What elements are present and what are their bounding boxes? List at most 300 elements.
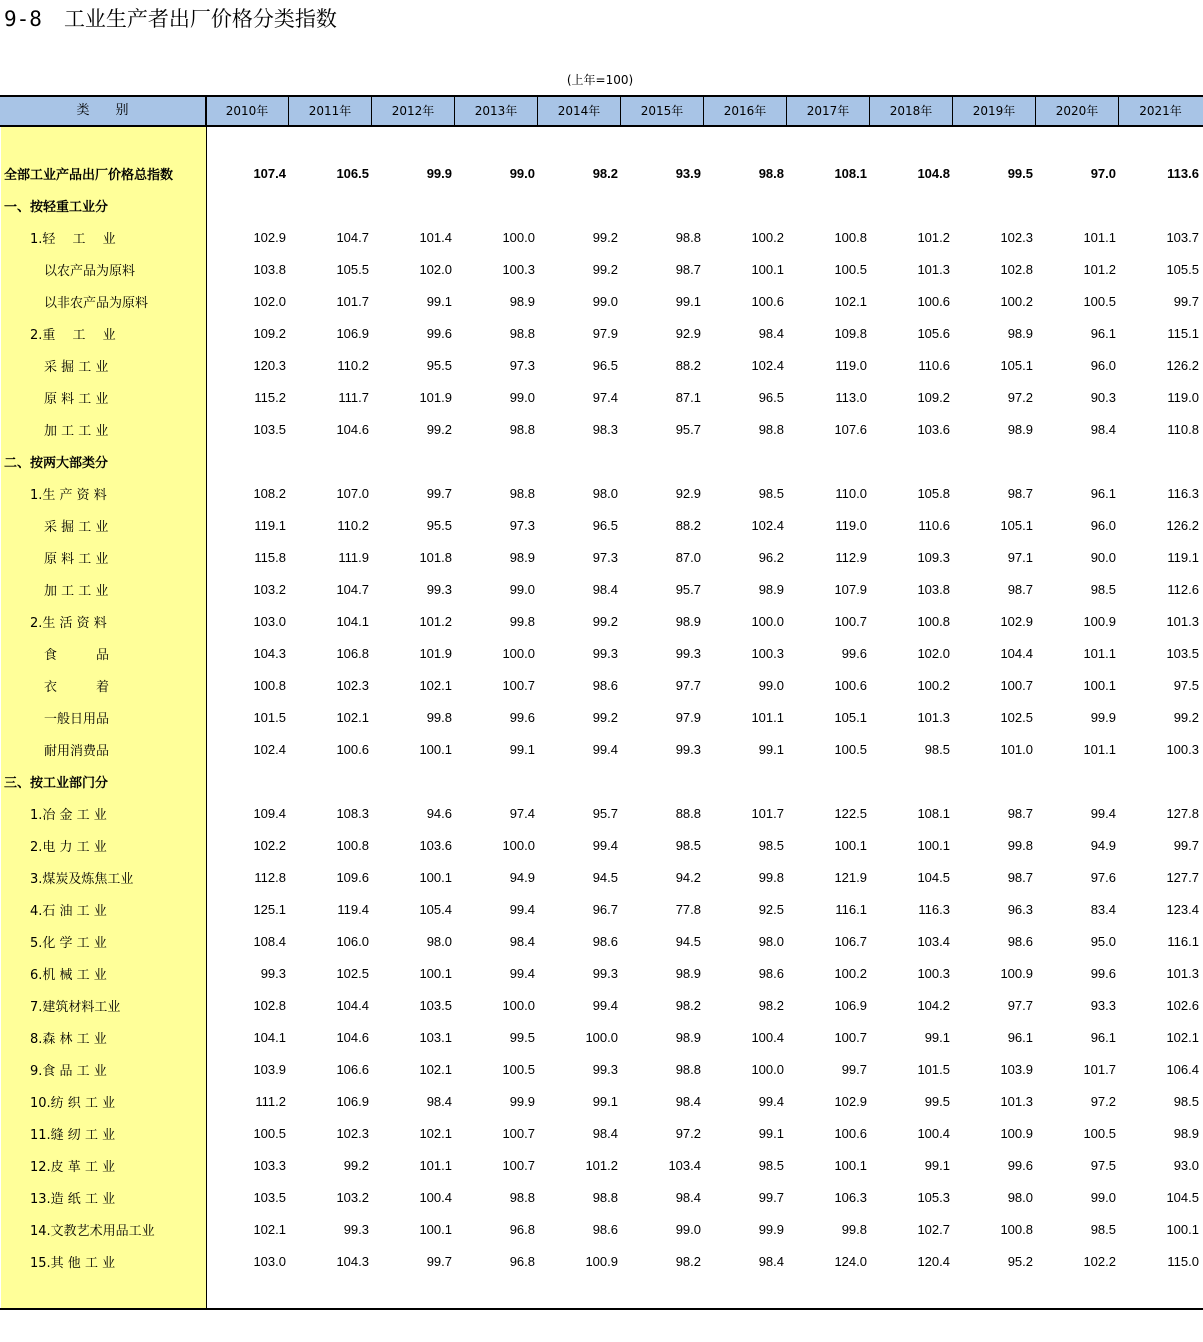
value-cell: 119.4: [337, 901, 369, 917]
value-cell: 124.0: [834, 1253, 867, 1269]
value-cell: 100.9: [585, 1253, 618, 1269]
value-cell: 100.1: [419, 965, 452, 981]
value-cell: 99.1: [675, 293, 701, 309]
value-cell: 110.2: [337, 357, 369, 373]
table-row: [0, 733, 1203, 765]
value-cell: 100.2: [751, 229, 784, 245]
value-cell: 101.3: [917, 261, 950, 277]
value-cell: 101.2: [419, 613, 452, 629]
value-cell: 126.2: [1166, 517, 1199, 533]
value-cell: 100.1: [834, 837, 867, 853]
value-cell: 109.3: [917, 549, 950, 565]
value-cell: 99.5: [1007, 165, 1033, 181]
value-cell: 103.5: [253, 1189, 286, 1205]
value-cell: 99.9: [758, 1221, 784, 1237]
value-cell: 101.3: [917, 709, 950, 725]
value-cell: 99.5: [509, 1029, 535, 1045]
value-cell: 98.8: [758, 421, 784, 437]
value-cell: 102.2: [1083, 1253, 1116, 1269]
table-row: [0, 605, 1203, 637]
value-cell: 99.2: [1173, 709, 1199, 725]
year-header: 2019年: [953, 97, 1036, 125]
value-cell: 99.8: [1007, 837, 1033, 853]
value-cell: 102.1: [419, 677, 452, 693]
value-cell: 101.3: [1000, 1093, 1033, 1109]
row-label: 1.生 产 资 料: [30, 487, 107, 503]
value-cell: 100.7: [502, 1157, 535, 1173]
year-header: 2018年: [870, 97, 953, 125]
value-cell: 102.3: [336, 677, 369, 693]
value-cell: 98.9: [675, 1029, 701, 1045]
value-cell: 127.7: [1166, 869, 1199, 885]
value-cell: 98.8: [675, 229, 701, 245]
table-header-rule: [0, 125, 1203, 127]
value-cell: 96.8: [509, 1253, 535, 1269]
value-cell: 99.9: [1090, 709, 1116, 725]
table-row: [0, 221, 1203, 253]
table-row: [0, 509, 1203, 541]
value-cell: 100.1: [1166, 1221, 1199, 1237]
value-cell: 98.8: [758, 165, 784, 181]
value-cell: 99.3: [675, 741, 701, 757]
value-cell: 101.3: [1166, 613, 1199, 629]
table-body: [0, 157, 1203, 1277]
value-cell: 96.0: [1090, 517, 1116, 533]
value-cell: 97.2: [1090, 1093, 1116, 1109]
value-cell: 102.0: [253, 293, 286, 309]
value-cell: 103.6: [917, 421, 950, 437]
table-row: [0, 1085, 1203, 1117]
value-cell: 102.2: [253, 837, 286, 853]
value-cell: 100.2: [834, 965, 867, 981]
value-cell: 95.7: [675, 421, 701, 437]
value-cell: 94.5: [675, 933, 701, 949]
value-cell: 116.1: [1167, 933, 1199, 949]
value-cell: 102.9: [1000, 613, 1033, 629]
value-cell: 109.2: [917, 389, 950, 405]
table-header: [0, 97, 1203, 125]
value-cell: 100.0: [502, 645, 535, 661]
value-cell: 101.1: [1083, 229, 1116, 245]
value-cell: 100.1: [834, 1157, 867, 1173]
value-cell: 105.1: [1000, 517, 1033, 533]
value-cell: 103.4: [668, 1157, 701, 1173]
value-cell: 100.7: [834, 1029, 867, 1045]
value-cell: 106.3: [834, 1189, 867, 1205]
value-cell: 101.7: [336, 293, 369, 309]
value-cell: 99.0: [675, 1221, 701, 1237]
value-cell: 99.3: [260, 965, 286, 981]
value-cell: 115.1: [1167, 325, 1199, 341]
year-header: 2021年: [1139, 104, 1182, 118]
value-cell: 97.5: [1173, 677, 1199, 693]
year-header: 2016年: [704, 97, 787, 125]
value-cell: 106.9: [336, 1093, 369, 1109]
value-cell: 103.1: [419, 1029, 452, 1045]
value-cell: 100.6: [834, 1125, 867, 1141]
row-label: 1.轻 工 业: [30, 231, 116, 247]
value-cell: 106.9: [834, 997, 867, 1013]
value-cell: 110.6: [918, 357, 950, 373]
value-cell: 110.8: [1167, 421, 1199, 437]
value-cell: 116.3: [918, 901, 950, 917]
table-row: [0, 381, 1203, 413]
table-row: [0, 477, 1203, 509]
value-cell: 99.2: [343, 1157, 369, 1173]
row-label: 12.皮 革 工 业: [30, 1159, 116, 1175]
value-cell: 107.9: [834, 581, 867, 597]
value-cell: 120.4: [917, 1253, 950, 1269]
value-cell: 99.1: [509, 741, 535, 757]
value-cell: 99.0: [1090, 1189, 1116, 1205]
value-cell: 96.5: [758, 389, 784, 405]
value-cell: 104.1: [253, 1029, 286, 1045]
value-cell: 101.7: [751, 805, 784, 821]
row-label: 加 工 工 业: [44, 423, 109, 439]
value-cell: 101.2: [917, 229, 950, 245]
value-cell: 103.5: [253, 421, 286, 437]
value-cell: 95.5: [426, 357, 452, 373]
value-cell: 88.2: [675, 517, 701, 533]
value-cell: 92.9: [675, 325, 701, 341]
value-cell: 95.2: [1007, 1253, 1033, 1269]
value-cell: 99.0: [509, 389, 535, 405]
value-cell: 104.7: [336, 581, 369, 597]
value-cell: 100.0: [751, 613, 784, 629]
row-label: 采 掘 工 业: [44, 519, 109, 535]
value-cell: 93.9: [675, 165, 701, 181]
value-cell: 99.3: [426, 581, 452, 597]
value-cell: 109.6: [336, 869, 369, 885]
table-row: [0, 989, 1203, 1021]
value-cell: 99.0: [758, 677, 784, 693]
value-cell: 102.9: [834, 1093, 867, 1109]
value-cell: 101.1: [1083, 645, 1116, 661]
value-cell: 101.3: [1166, 965, 1199, 981]
value-cell: 100.5: [834, 261, 867, 277]
row-label: 4.石 油 工 业: [30, 903, 107, 919]
value-cell: 103.2: [253, 581, 286, 597]
value-cell: 97.0: [1090, 165, 1116, 181]
value-cell: 100.6: [834, 677, 867, 693]
table-row: [0, 925, 1203, 957]
value-cell: 103.3: [253, 1157, 286, 1173]
year-header: 2015年: [621, 97, 704, 125]
value-cell: 94.9: [1090, 837, 1116, 853]
value-cell: 100.5: [502, 1061, 535, 1077]
value-cell: 115.8: [254, 549, 286, 565]
value-cell: 101.4: [419, 229, 452, 245]
value-cell: 102.0: [917, 645, 950, 661]
table-row: [0, 957, 1203, 989]
value-cell: 99.8: [426, 709, 452, 725]
value-cell: 103.2: [336, 1189, 369, 1205]
value-cell: 100.1: [419, 869, 452, 885]
value-cell: 99.6: [509, 709, 535, 725]
value-cell: 109.8: [834, 325, 867, 341]
value-cell: 99.6: [1007, 1157, 1033, 1173]
value-cell: 98.9: [1007, 421, 1033, 437]
value-cell: 100.0: [502, 229, 535, 245]
value-cell: 98.8: [592, 1189, 618, 1205]
value-cell: 98.4: [1090, 421, 1116, 437]
value-cell: 99.7: [841, 1061, 867, 1077]
unit-note: (上年=100): [566, 73, 634, 87]
value-cell: 99.7: [1173, 837, 1199, 853]
value-cell: 100.0: [751, 1061, 784, 1077]
row-label: 以非农产品为原料: [44, 295, 149, 311]
value-cell: 93.0: [1173, 1157, 1199, 1173]
value-cell: 102.9: [253, 229, 286, 245]
value-cell: 97.6: [1090, 869, 1116, 885]
value-cell: 102.1: [419, 1061, 452, 1077]
section-row: [0, 765, 1203, 797]
value-cell: 100.1: [419, 1221, 452, 1237]
value-cell: 102.7: [917, 1221, 950, 1237]
value-cell: 103.0: [253, 613, 286, 629]
value-cell: 100.1: [917, 837, 950, 853]
row-label: 食 品: [44, 647, 110, 663]
value-cell: 109.2: [253, 325, 286, 341]
value-cell: 104.3: [253, 645, 286, 661]
value-cell: 98.8: [675, 1061, 701, 1077]
value-cell: 100.6: [751, 293, 784, 309]
value-cell: 95.7: [592, 805, 618, 821]
value-cell: 105.1: [834, 709, 867, 725]
value-cell: 88.2: [675, 357, 701, 373]
value-cell: 101.9: [419, 645, 452, 661]
row-label: 9.食 品 工 业: [30, 1063, 107, 1079]
value-cell: 98.9: [675, 613, 701, 629]
value-cell: 98.5: [924, 741, 950, 757]
row-label: 5.化 学 工 业: [30, 935, 107, 951]
value-cell: 103.4: [917, 933, 950, 949]
value-cell: 98.2: [675, 1253, 701, 1269]
value-cell: 77.8: [675, 901, 701, 917]
row-label: 原 料 工 业: [44, 391, 109, 407]
value-cell: 102.8: [253, 997, 286, 1013]
value-cell: 98.9: [509, 549, 535, 565]
table-row: [0, 701, 1203, 733]
value-cell: 111.9: [338, 549, 369, 565]
value-cell: 98.6: [592, 933, 618, 949]
value-cell: 99.6: [1090, 965, 1116, 981]
value-cell: 106.8: [336, 645, 369, 661]
value-cell: 98.4: [675, 1189, 701, 1205]
row-label: 采 掘 工 业: [44, 359, 109, 375]
value-cell: 101.1: [419, 1157, 452, 1173]
table-row: [0, 1181, 1203, 1213]
value-cell: 96.2: [758, 549, 784, 565]
value-cell: 97.3: [592, 549, 618, 565]
value-cell: 98.9: [675, 965, 701, 981]
year-header: 2012年: [372, 97, 455, 125]
table-row: [0, 1213, 1203, 1245]
value-cell: 96.3: [1007, 901, 1033, 917]
value-cell: 108.1: [917, 805, 950, 821]
value-cell: 100.5: [1083, 293, 1116, 309]
value-cell: 103.5: [1166, 645, 1199, 661]
value-cell: 99.4: [758, 1093, 784, 1109]
value-cell: 98.9: [509, 293, 535, 309]
value-cell: 110.2: [337, 517, 369, 533]
row-label: 原 料 工 业: [44, 551, 109, 567]
value-cell: 94.6: [426, 805, 452, 821]
table-row: [0, 1245, 1203, 1277]
value-cell: 119.1: [254, 517, 286, 533]
value-cell: 100.7: [502, 677, 535, 693]
value-cell: 99.8: [758, 869, 784, 885]
value-cell: 102.4: [751, 357, 784, 373]
value-cell: 104.3: [336, 1253, 369, 1269]
value-cell: 100.2: [917, 677, 950, 693]
value-cell: 101.5: [917, 1061, 950, 1077]
value-cell: 94.2: [675, 869, 701, 885]
value-cell: 105.3: [917, 1189, 950, 1205]
row-label: 以农产品为原料: [44, 263, 136, 279]
value-cell: 99.5: [924, 1093, 950, 1109]
value-cell: 100.8: [336, 837, 369, 853]
value-cell: 98.4: [675, 1093, 701, 1109]
value-cell: 96.1: [1007, 1029, 1033, 1045]
value-cell: 99.3: [592, 645, 618, 661]
value-cell: 98.0: [1007, 1189, 1033, 1205]
value-cell: 104.2: [917, 997, 950, 1013]
value-cell: 99.6: [841, 645, 867, 661]
value-cell: 98.0: [592, 485, 618, 501]
value-cell: 100.0: [502, 837, 535, 853]
value-cell: 102.5: [336, 965, 369, 981]
value-cell: 97.9: [592, 325, 618, 341]
value-cell: 98.6: [758, 965, 784, 981]
value-cell: 100.9: [1000, 1125, 1033, 1141]
value-cell: 83.4: [1090, 901, 1116, 917]
value-cell: 101.1: [751, 709, 784, 725]
value-cell: 98.4: [426, 1093, 452, 1109]
row-label: 衣 着: [44, 679, 110, 695]
table-row: [0, 317, 1203, 349]
value-cell: 98.8: [509, 485, 535, 501]
value-cell: 99.6: [426, 325, 452, 341]
value-cell: 106.6: [336, 1061, 369, 1077]
value-cell: 98.4: [509, 933, 535, 949]
value-cell: 93.3: [1090, 997, 1116, 1013]
value-cell: 99.7: [758, 1189, 784, 1205]
table-bottom-rule: [0, 1308, 1203, 1310]
value-cell: 99.4: [592, 741, 618, 757]
value-cell: 100.9: [1083, 613, 1116, 629]
value-cell: 99.4: [509, 901, 535, 917]
value-cell: 100.0: [502, 997, 535, 1013]
value-cell: 97.2: [1007, 389, 1033, 405]
value-cell: 100.3: [502, 261, 535, 277]
value-cell: 100.8: [834, 229, 867, 245]
value-cell: 102.8: [1000, 261, 1033, 277]
table-row: [0, 1149, 1203, 1181]
value-cell: 99.0: [509, 581, 535, 597]
value-cell: 101.2: [1083, 261, 1116, 277]
row-label: 8.森 林 工 业: [30, 1031, 107, 1047]
row-label: 三、按工业部门分: [4, 775, 109, 791]
value-cell: 98.7: [1007, 805, 1033, 821]
value-cell: 100.5: [253, 1125, 286, 1141]
row-label: 2.生 活 资 料: [30, 615, 107, 631]
table-row: [0, 797, 1203, 829]
value-cell: 108.2: [253, 485, 286, 501]
value-cell: 102.1: [253, 1221, 286, 1237]
table-row: [0, 637, 1203, 669]
value-cell: 96.1: [1090, 485, 1116, 501]
value-cell: 98.2: [758, 997, 784, 1013]
row-label: 2.重 工 业: [30, 327, 116, 343]
value-cell: 103.9: [1000, 1061, 1033, 1077]
value-cell: 119.0: [835, 517, 867, 533]
value-cell: 100.3: [917, 965, 950, 981]
value-cell: 100.1: [419, 741, 452, 757]
value-cell: 94.9: [509, 869, 535, 885]
value-cell: 102.0: [419, 261, 452, 277]
table-row: [0, 893, 1203, 925]
value-cell: 99.1: [924, 1157, 950, 1173]
value-cell: 112.9: [835, 549, 867, 565]
value-cell: 102.3: [1000, 229, 1033, 245]
value-cell: 98.4: [592, 581, 618, 597]
value-cell: 127.8: [1166, 805, 1199, 821]
value-cell: 100.4: [751, 1029, 784, 1045]
row-label: 一、按轻重工业分: [4, 199, 109, 215]
value-cell: 97.3: [509, 517, 535, 533]
value-cell: 98.2: [675, 997, 701, 1013]
value-cell: 102.4: [751, 517, 784, 533]
value-cell: 104.6: [336, 421, 369, 437]
value-cell: 103.6: [419, 837, 452, 853]
value-cell: 112.8: [254, 869, 286, 885]
value-cell: 101.9: [419, 389, 452, 405]
value-cell: 102.4: [253, 741, 286, 757]
value-cell: 98.7: [1007, 485, 1033, 501]
value-cell: 99.8: [841, 1221, 867, 1237]
value-cell: 98.4: [758, 1253, 784, 1269]
value-cell: 119.0: [835, 357, 867, 373]
value-cell: 92.5: [758, 901, 784, 917]
value-cell: 98.6: [592, 1221, 618, 1237]
value-cell: 96.0: [1090, 357, 1116, 373]
year-header: 2020年: [1036, 97, 1119, 125]
value-cell: 115.2: [254, 389, 286, 405]
value-cell: 103.0: [253, 1253, 286, 1269]
value-cell: 100.9: [1000, 965, 1033, 981]
value-cell: 105.6: [917, 325, 950, 341]
value-cell: 98.5: [758, 1157, 784, 1173]
value-cell: 97.4: [592, 389, 618, 405]
value-cell: 99.4: [592, 997, 618, 1013]
value-cell: 98.9: [758, 581, 784, 597]
value-cell: 102.1: [336, 709, 369, 725]
total-row: [0, 157, 1203, 189]
value-cell: 101.0: [1000, 741, 1033, 757]
value-cell: 100.5: [834, 741, 867, 757]
value-cell: 125.1: [253, 901, 286, 917]
value-cell: 103.8: [253, 261, 286, 277]
value-cell: 119.1: [1167, 549, 1199, 565]
value-cell: 103.7: [1166, 229, 1199, 245]
value-cell: 107.4: [253, 165, 286, 181]
table-row: [0, 1053, 1203, 1085]
value-cell: 100.8: [1000, 1221, 1033, 1237]
value-cell: 100.0: [585, 1029, 618, 1045]
value-cell: 103.9: [253, 1061, 286, 1077]
row-label: 14.文教艺术用品工业: [30, 1223, 155, 1239]
